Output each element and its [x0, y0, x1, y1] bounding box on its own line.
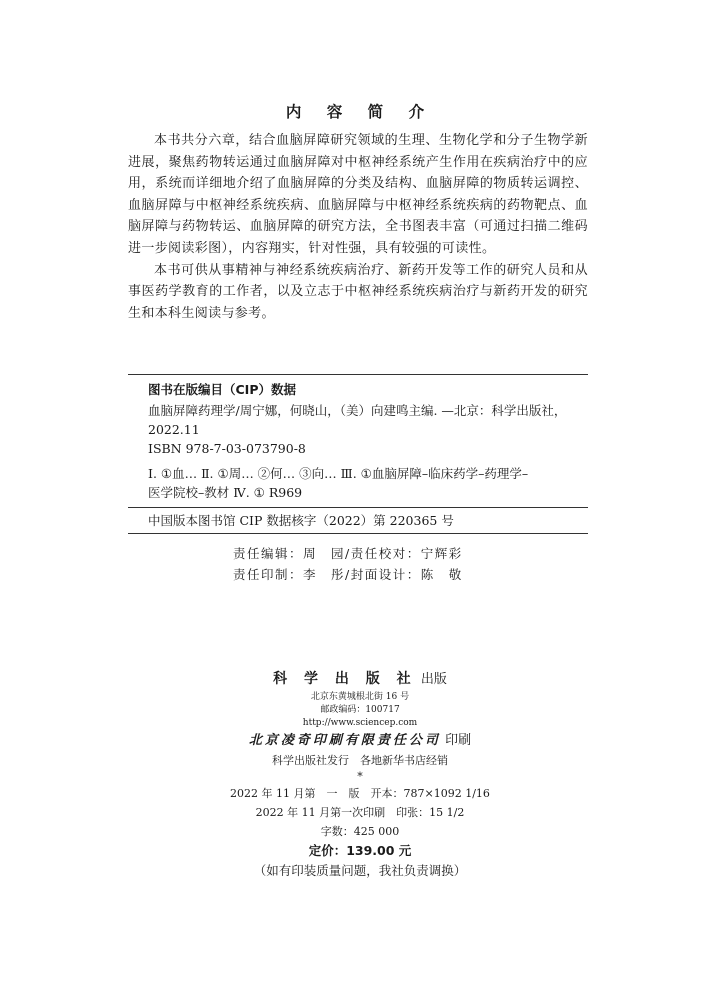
summary-paragraph-2: 本书可供从事精神与神经系统疾病治疗、新药开发等工作的研究人员和从事医药学教育的工作者，以及立志于中枢神经系统疾病治疗与新药开发的研究生和本科生阅读与参考。 [128, 262, 588, 321]
cip-title-line: 血脑屏障药理学/周宁娜，何晓山，（美）向建鸣主编. —北京：科学出版社， [148, 403, 567, 418]
cip-bottom-rule [128, 533, 588, 534]
separator-star: * [357, 770, 363, 783]
edition-line: 2022 年 11 月第 一 版 开本：787×1092 1/16 [230, 787, 490, 800]
publisher-address: 北京东黄城根北街 16 号 [310, 692, 410, 702]
editor-line-2: 责任印制：李 彤/封面设计：陈 敬 [233, 567, 463, 582]
publisher-website: http://www.sciencep.com [302, 718, 418, 728]
publish-suffix: 出版 [420, 672, 447, 687]
cip-verification: 中国版本图书馆 CIP 数据核字（2022）第 220365 号 [148, 513, 454, 528]
summary-paragraph-1: 本书共分六章，结合血脑屏障研究领域的生理、生物化学和分子生物学新进展，聚焦药物转运通过血脑屏障对中枢神经系统产生作用在疾病治疗中的应用，系统而详细地介绍了血脑屏障的分类及结构、血脑屏障的物质转运调控、血脑屏障与中枢神经系统疾病、血脑屏障与中枢神经系统疾病的药物靶点、血脑屏障与药物转运、血脑屏障的研究方法，全书图表丰富（可通过扫描二维码进一步阅读彩图），内容翔实，针对性强，具有较强的可读性。 [128, 133, 588, 256]
word-count: 字数：425 000 [320, 825, 400, 838]
cip-block [128, 374, 588, 534]
colophon [0, 668, 720, 881]
printing-line: 2022 年 11 月第一次印刷 印张：15 1/2 [255, 806, 465, 819]
publisher-postcode: 邮政编码：100717 [320, 705, 400, 715]
editor-line-1: 责任编辑：周 园/责任校对：宁辉彩 [233, 546, 463, 561]
cip-classification-1: Ⅰ. ①血… Ⅱ. ①周… ②何… ③向… Ⅲ. ①血脑屏障–临床药学–药理学– [148, 466, 529, 481]
printer-line [0, 730, 720, 752]
cip-isbn: ISBN 978-7-03-073790-8 [148, 441, 306, 456]
cip-date-line: 2022.11 [148, 422, 200, 437]
quality-notice: （如有印装质量问题，我社负责调换） [253, 863, 467, 878]
print-suffix: 印刷 [445, 733, 472, 748]
printer-name: 北京凌奇印刷有限责任公司 [248, 733, 441, 748]
price-value: 139.00 元 [346, 843, 412, 858]
distribution-line: 科学出版社发行 各地新华书店经销 [272, 754, 448, 767]
publisher-line [0, 668, 720, 691]
price-line [0, 841, 720, 861]
cip-middle-rule [128, 507, 588, 508]
editor-credits [233, 543, 463, 585]
cip-classification-2: 医学院校–教材 Ⅳ. ① R969 [148, 485, 303, 500]
price-label: 定价： [308, 843, 347, 858]
content-summary [128, 130, 588, 324]
cip-top-rule [128, 374, 588, 375]
cip-heading: 图书在版编目（CIP）数据 [148, 382, 296, 397]
page-title: 内 容 简 介 [285, 103, 435, 121]
publisher-name: 科 学 出 版 社 [273, 671, 417, 687]
